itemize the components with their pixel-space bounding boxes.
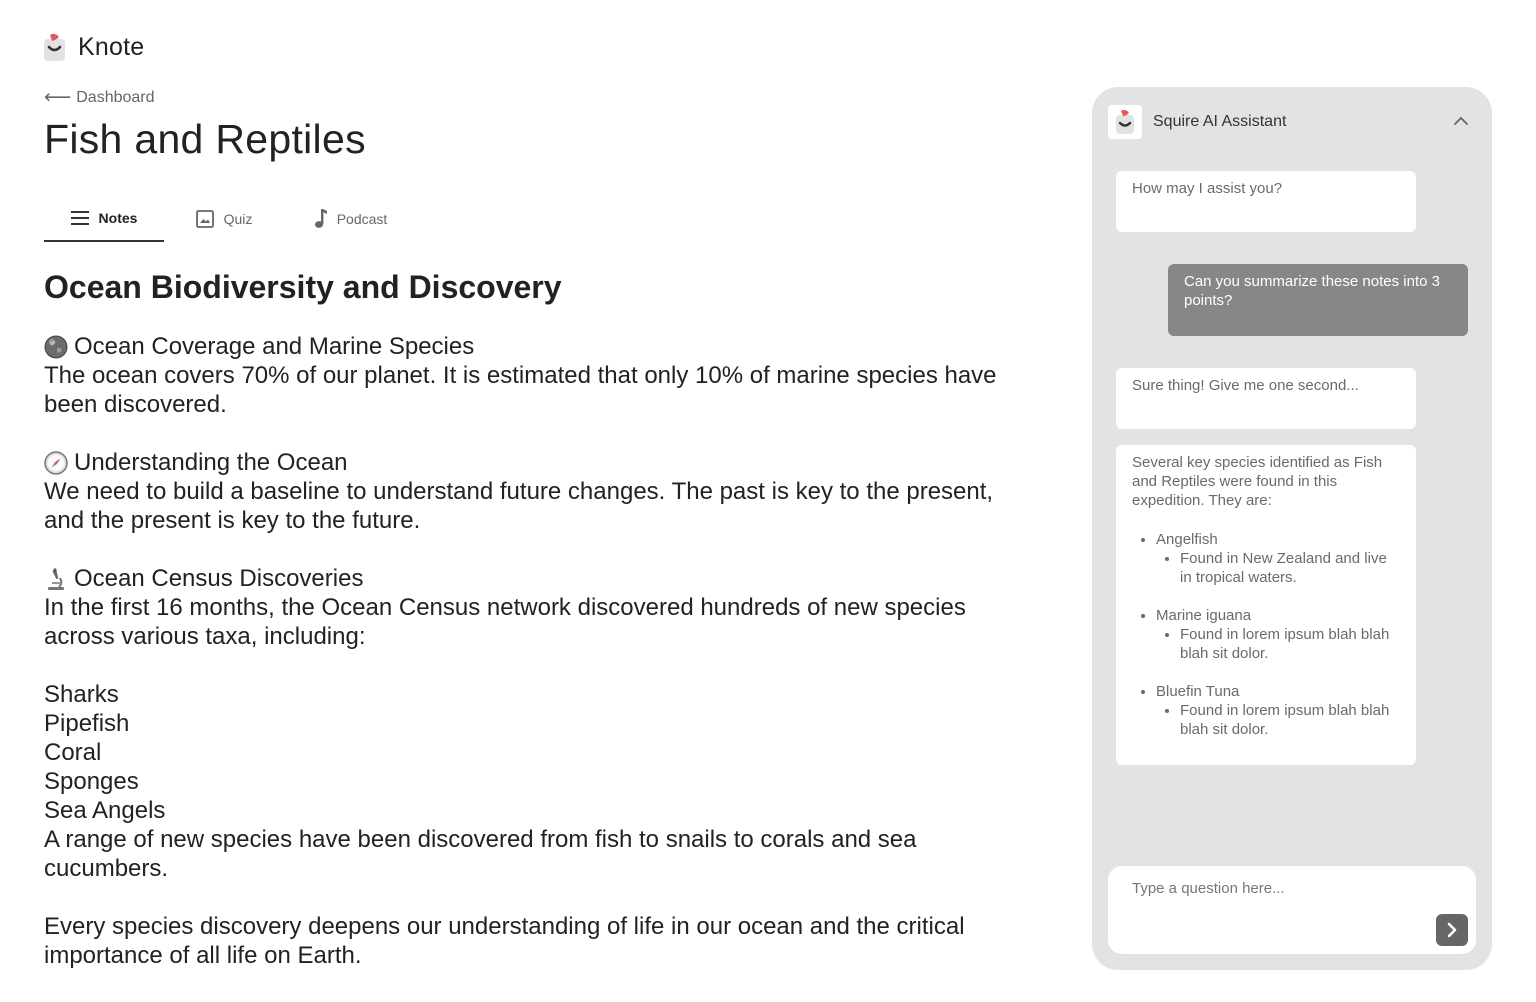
- music-note-icon: [313, 209, 327, 229]
- list-item: Sea Angels: [44, 797, 166, 824]
- species-detail: • Found in New Zealand and live in tropical waters.: [1180, 549, 1400, 587]
- assistant-message: [1116, 368, 1416, 429]
- back-to-dashboard-link[interactable]: [44, 89, 155, 107]
- app-logo[interactable]: [44, 32, 144, 62]
- species-name: Angelfish: [1156, 531, 1218, 548]
- section-title-text: Understanding the Ocean: [74, 449, 348, 476]
- list-item: [1156, 682, 1400, 739]
- closing-text: Every species discovery deepens our understanding of life in our ocean and the critical importance of all life on Earth.: [44, 913, 965, 969]
- notes-content: [44, 262, 1034, 970]
- assistant-avatar: [1108, 105, 1142, 139]
- notes-heading: Ocean Biodiversity and Discovery: [44, 269, 562, 305]
- list-item: Sponges: [44, 768, 139, 795]
- menu-lines-icon: [71, 211, 89, 225]
- chevron-up-icon: [1452, 112, 1470, 130]
- species-detail: • Found in lorem ipsum blah blah blah sit dolor.: [1180, 701, 1400, 739]
- section-title-text: Ocean Coverage and Marine Species: [74, 333, 475, 360]
- list-item: Pipefish: [44, 710, 130, 737]
- section-body: In the first 16 months, the Ocean Census network discovered hundreds of new species across various taxa, including:: [44, 594, 966, 650]
- section-title: [44, 332, 1034, 361]
- species-name: Bluefin Tuna: [1156, 683, 1240, 700]
- taxa-list: [44, 680, 1034, 825]
- image-icon: [196, 210, 214, 228]
- send-button[interactable]: [1436, 914, 1468, 946]
- message-text: How may I assist you?: [1132, 180, 1283, 197]
- chevron-right-icon: [1445, 922, 1459, 938]
- page-title: Fish and Reptiles: [44, 116, 366, 162]
- list-item: Coral: [44, 739, 102, 766]
- assistant-title: Squire AI Assistant: [1153, 113, 1287, 130]
- content-tabs: [44, 196, 416, 242]
- assistant-header: [1108, 104, 1476, 140]
- globe-icon: [44, 335, 68, 359]
- knote-logo-icon: [44, 33, 65, 61]
- collapse-button[interactable]: [1452, 112, 1470, 130]
- section-body: We need to build a baseline to understand future changes. The past is key to the present, and the present is key to the future.: [44, 478, 994, 534]
- species-list: [1132, 530, 1400, 739]
- compass-icon: [44, 451, 68, 475]
- back-link-label: Dashboard: [76, 89, 155, 106]
- section-title: [44, 448, 1034, 477]
- question-input[interactable]: [1132, 880, 1432, 897]
- tab-quiz[interactable]: [164, 196, 284, 242]
- tab-podcast[interactable]: [284, 196, 416, 242]
- assistant-panel: [1092, 87, 1492, 970]
- microscope-icon: [44, 567, 68, 591]
- message-text: Can you summarize these notes into 3 points?: [1184, 273, 1440, 309]
- tab-podcast-label: Podcast: [336, 211, 388, 227]
- species-name: Marine iguana: [1156, 607, 1252, 624]
- app-name: Knote: [78, 32, 145, 61]
- tab-notes-label: Notes: [98, 210, 138, 226]
- species-detail: • Found in lorem ipsum blah blah blah sit dolor.: [1180, 625, 1400, 663]
- list-item: Sharks: [44, 681, 119, 708]
- section-title-text: Ocean Census Discoveries: [74, 565, 364, 592]
- question-input-box: [1108, 866, 1476, 954]
- tab-notes[interactable]: [44, 196, 164, 242]
- list-item: [1156, 606, 1400, 663]
- user-message: [1168, 264, 1468, 336]
- section-body: The ocean covers 70% of our planet. It is estimated that only 10% of marine species have been discovered.: [44, 362, 997, 418]
- range-text: A range of new species have been discovered from fish to snails to corals and sea cucumbers.: [44, 826, 917, 882]
- arrow-left-icon: ⟵: [44, 87, 72, 108]
- section-title: [44, 564, 1034, 593]
- assistant-message: [1116, 445, 1416, 765]
- assistant-message: [1116, 171, 1416, 232]
- message-text: Several key species identified as Fish and Reptiles were found in this expedition. They are:: [1132, 454, 1383, 509]
- list-item: [1156, 530, 1400, 587]
- message-text: Sure thing! Give me one second...: [1132, 377, 1359, 394]
- tab-quiz-label: Quiz: [223, 211, 253, 227]
